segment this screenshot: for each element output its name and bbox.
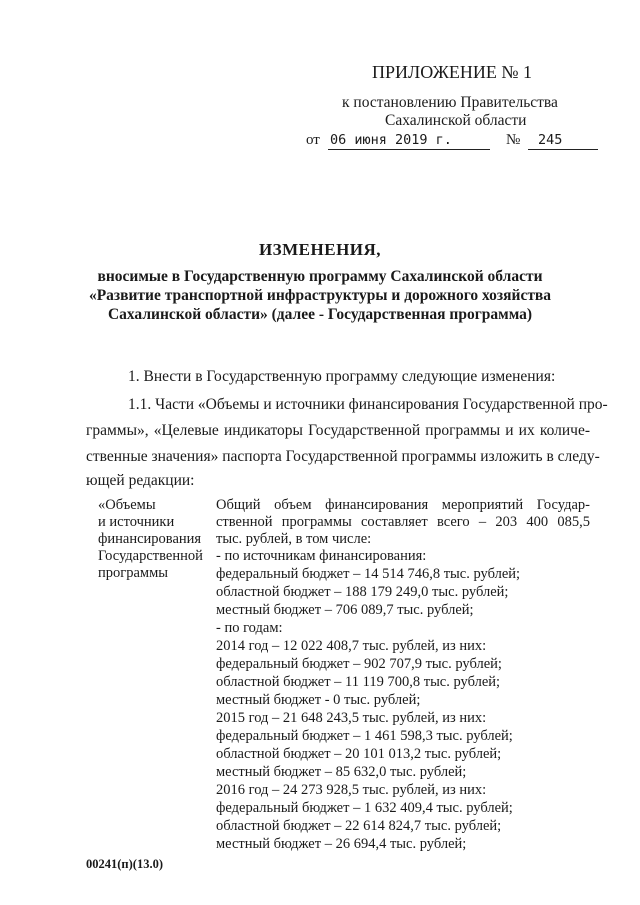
date-prefix: от: [306, 132, 320, 148]
table-right-cell-line: 2015 год – 21 648 243,5 тыс. рублей, из них:: [216, 710, 487, 726]
table-right-cell-line: 2016 год – 24 273 928,5 тыс. рублей, из них:: [216, 782, 487, 798]
document-title: ИЗМЕНЕНИЯ,: [258, 240, 382, 259]
paragraph-2-line: граммы», «Целевые индикаторы Государственной программы и их количе-: [86, 422, 590, 439]
table-left-cell-line: «Объемы: [98, 497, 156, 513]
table-right-cell-line: ственной программы составляет всего – 203 400 085,5: [216, 514, 590, 530]
paragraph-2-line: ственные значения» паспорта Государственной программы изложить в следу-: [86, 448, 600, 465]
number-underline: [528, 149, 598, 150]
table-left-cell-line: Государственной: [98, 548, 203, 564]
table-right-cell-line: областной бюджет – 188 179 249,0 тыс. рублей;: [216, 584, 509, 600]
table-right-cell-line: 2014 год – 12 022 408,7 тыс. рублей, из них:: [216, 638, 487, 654]
table-right-cell-line: местный бюджет - 0 тыс. рублей;: [216, 692, 421, 708]
document-subtitle-line: Сахалинской области» (далее - Государственная программа): [107, 306, 533, 323]
paragraph-2-line: 1.1. Части «Объемы и источники финансирования Государственной про-: [128, 396, 608, 413]
table-right-cell-line: федеральный бюджет – 14 514 746,8 тыс. рублей;: [216, 566, 521, 582]
table-right-cell-line: федеральный бюджет – 1 461 598,3 тыс. рублей;: [216, 728, 513, 744]
table-left-cell-line: финансирования: [98, 531, 202, 547]
appendix-title: ПРИЛОЖЕНИЕ № 1: [372, 62, 533, 82]
table-right-cell-line: - по годам:: [216, 620, 283, 636]
decree-date-row: [306, 132, 598, 152]
table-right-cell-line: - по источникам финансирования:: [216, 548, 427, 564]
table-right-cell-line: Общий объем финансирования мероприятий Государ-: [216, 497, 590, 513]
table-right-cell-line: тыс. рублей, в том числе:: [216, 531, 372, 547]
table-right-cell-line: областной бюджет – 11 119 700,8 тыс. рублей;: [216, 674, 501, 690]
document-subtitle-line: вносимые в Государственную программу Сахалинской области: [97, 268, 543, 285]
region-name: Сахалинской области: [385, 112, 527, 129]
table-right-cell-line: местный бюджет – 706 089,7 тыс. рублей;: [216, 602, 474, 618]
table-right-cell-line: областной бюджет – 20 101 013,2 тыс. рублей;: [216, 746, 502, 762]
document-code: 00241(п)(13.0): [86, 857, 163, 871]
decree-number: 245: [538, 132, 563, 148]
paragraph-1: 1. Внести в Государственную программу следующие изменения:: [128, 368, 556, 385]
table-left-cell-line: и источники: [98, 514, 175, 530]
table-right-cell-line: федеральный бюджет – 902 707,9 тыс. рублей;: [216, 656, 502, 672]
document-subtitle-line: «Развитие транспортной инфраструктуры и дорожного хозяйства: [88, 287, 552, 304]
table-right-cell-line: областной бюджет – 22 614 824,7 тыс. рублей;: [216, 818, 502, 834]
decree-reference: к постановлению Правительства: [342, 94, 558, 111]
table-left-cell-line: программы: [98, 565, 168, 581]
table-right-cell-line: местный бюджет – 85 632,0 тыс. рублей;: [216, 764, 467, 780]
table-right-cell-line: федеральный бюджет – 1 632 409,4 тыс. рублей;: [216, 800, 513, 816]
paragraph-2-line: ющей редакции:: [86, 472, 195, 489]
number-prefix: №: [506, 132, 521, 148]
date-underline: [328, 149, 490, 150]
table-right-cell-line: местный бюджет – 26 694,4 тыс. рублей;: [216, 836, 467, 852]
decree-date: 06 июня 2019 г.: [330, 132, 452, 148]
